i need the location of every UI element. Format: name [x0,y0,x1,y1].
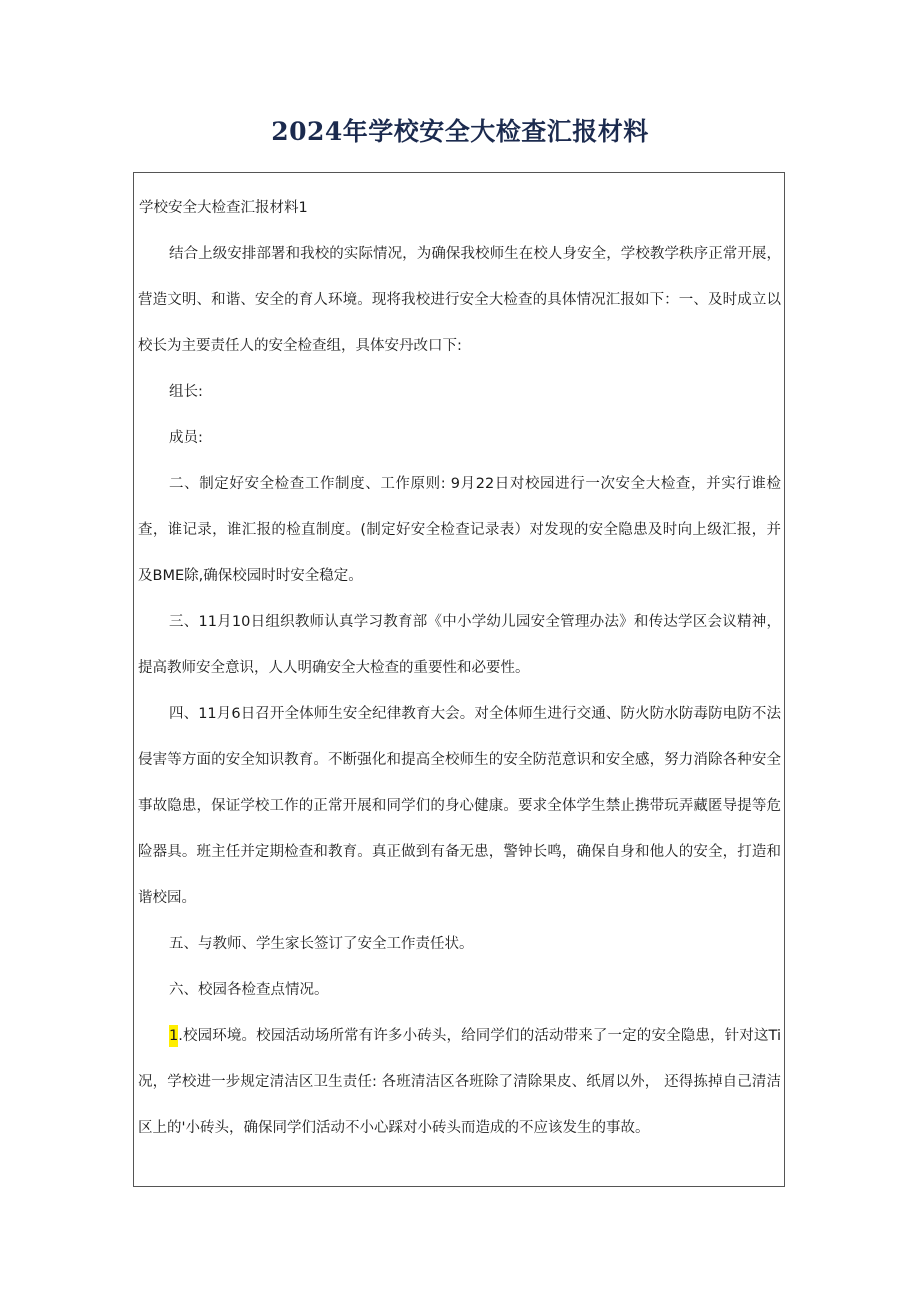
paragraph-campus-environment [138,1013,781,1151]
paragraph-item-6: 六、校园各检查点情况。 [169,982,329,998]
paragraph-intro: 结合上级安排部署和我校的实际情况，为确保我校师生在校人身安全，学校教学秩序正常开展，营造文明、和谐、安全的育人环境。现将我校进行安全大检查的具体情况汇报如下：一、及时成立以校长为主要责任人的安全检查组，具体安丹改口下: [138,246,781,354]
content-frame [133,172,785,1187]
campus-environment-text: .校园环境。校园活动场所常有许多小砖头，给同学们的活动带来了一定的安全隐患，针对这Ti况，学校进一步规定清洁区卫生责任: 各班清洁区各班除了清除果皮、纸屑以外， 还得拣掉自己清洁区上的'小砖头，确保同学们活动不小心踩对小砖头而造成的不应该发生的事故。 [138,1028,781,1136]
document-title: 2024年学校安全大检查汇报材料 [271,117,649,146]
paragraph-item-2: 二、制定好安全检查工作制度、工作原则: 9月22日对校园进行一次安全大检查，并实行谁检查，谁记录，谁汇报的检直制度。(制定好安全检查记录表）对发现的安全隐患及时向上级汇报，并及BME除,确保校园时时安全稳定。 [138,476,781,584]
paragraph-item-4: 四、11月6日召开全体师生安全纪律教育大会。对全体师生进行交通、防火防水防毒防电防不法侵害等方面的安全知识教育。不断强化和提高全校师生的安全防范意识和安全感，努力消除各种安全事故隐患，保证学校工作的正常开展和同学们的身心健康。要求全体学生禁止携带玩弄藏匿导提等危险器具。班主任并定期检查和教育。真正做到有备无患，警钟长鸣，确保自身和他人的安全，打造和谐校园。 [138,706,781,906]
highlight-marker: 1 [169,1025,178,1047]
paragraph-item-5: 五、与教师、学生家长签订了安全工作责任状。 [169,936,474,952]
paragraph-members: 成员: [169,430,203,446]
paragraph-item-3: 三、11月10日组织教师认真学习教育部《中小学幼儿园安全管理办法》和传达学区会议精神，提高教师安全意识，人人明确安全大检查的重要性和必要性。 [138,614,781,676]
section-heading: 学校安全大检查汇报材料1 [139,200,308,216]
paragraph-group-leader: 组长: [169,384,203,400]
